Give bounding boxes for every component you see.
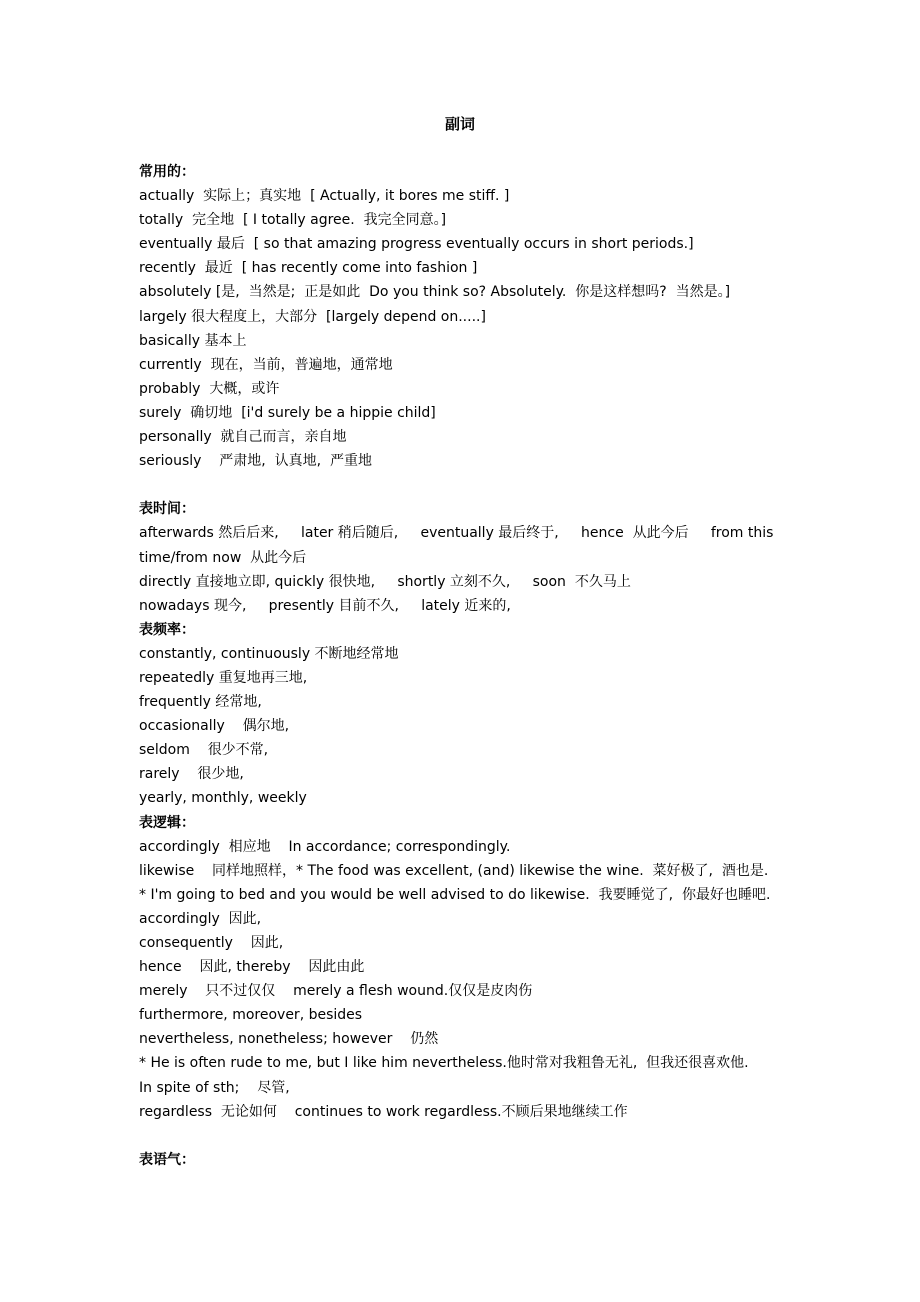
entry-line: eventually 最后 [ so that amazing progress eventually occurs in short periods.]	[139, 236, 694, 253]
entry-line: time/from now 从此今后	[139, 549, 307, 566]
entry-line: probably 大概，或许	[139, 380, 280, 397]
entry-line: merely 只不过仅仅 merely a flesh wound.仅仅是皮肉伤	[139, 983, 533, 1000]
entry-line: repeatedly 重复地再三地,	[139, 669, 308, 686]
entry-line: seldom 很少不常,	[139, 742, 269, 759]
entry-line: constantly, continuously 不断地经常地	[139, 645, 399, 662]
entry-line: * I'm going to bed and you would be well advised to do likewise. 我要睡觉了, 你最好也睡吧.	[139, 886, 771, 903]
entry-line: occasionally 偶尔地,	[139, 718, 290, 735]
section-heading-frequency: 表频率：	[139, 621, 195, 638]
entry-line: personally 就自己而言，亲自地	[139, 429, 347, 446]
entry-line: hence 因此, thereby 因此由此	[139, 959, 365, 976]
entry-line: directly 直接地立即, quickly 很快地, shortly 立刻不久, soon 不久马上	[139, 573, 631, 590]
entry-line: nevertheless, nonetheless; however 仍然	[139, 1031, 439, 1048]
entry-line: recently 最近 [ has recently come into fashion ]	[139, 260, 478, 277]
entry-line: basically 基本上	[139, 332, 247, 349]
entry-line: rarely 很少地,	[139, 766, 244, 783]
entry-line: In spite of sth; 尽管,	[139, 1079, 290, 1096]
entry-line: surely 确切地 [i'd surely be a hippie child]	[139, 404, 436, 421]
entry-line: * He is often rude to me, but I like him nevertheless.他时常对我粗鲁无礼, 但我还很喜欢他.	[139, 1055, 749, 1072]
entry-line: accordingly 相应地 In accordance; correspondingly.	[139, 838, 511, 855]
section-heading-common: 常用的：	[139, 164, 195, 180]
document-body	[139, 160, 799, 1172]
entry-line: consequently 因此,	[139, 935, 284, 951]
entry-line: yearly, monthly, weekly	[139, 790, 307, 807]
entry-line: totally 完全地 [ I totally agree. 我完全同意。]	[139, 212, 447, 229]
entry-line: furthermore, moreover, besides	[139, 1007, 363, 1024]
entry-line: regardless 无论如何 continues to work regardless.不顾后果地继续工作	[139, 1103, 628, 1120]
entry-line: accordingly 因此,	[139, 910, 262, 927]
entry-line: actually 实际上；真实地 [ Actually, it bores me stiff. ]	[139, 188, 510, 205]
entry-line: frequently 经常地,	[139, 694, 262, 711]
entry-line: largely 很大程度上，大部分 [largely depend on.....]	[139, 308, 486, 325]
blank-line	[139, 1124, 799, 1148]
section-heading-logic: 表逻辑：	[139, 814, 195, 831]
section-heading-time: 表时间：	[139, 501, 195, 518]
document-title: 副词	[444, 115, 475, 133]
entry-line: likewise 同样地照样，* The food was excellent, (and) likewise the wine. 菜好极了, 酒也是.	[139, 862, 769, 879]
entry-line: afterwards 然后后来, later 稍后随后, eventually 最后终于, hence 从此今后 from this	[139, 525, 774, 542]
entry-line: currently 现在，当前，普遍地，通常地	[139, 356, 393, 373]
section-heading-mood: 表语气：	[139, 1151, 195, 1168]
entry-line: seriously 严肃地, 认真地, 严重地	[139, 453, 372, 470]
entry-line: nowadays 现今, presently 目前不久, lately 近来的,	[139, 597, 511, 614]
entry-line: absolutely [是, 当然是; 正是如此 Do you think so? Absolutely. 你是这样想吗? 当然是。]	[139, 284, 731, 301]
blank-line	[139, 473, 799, 497]
